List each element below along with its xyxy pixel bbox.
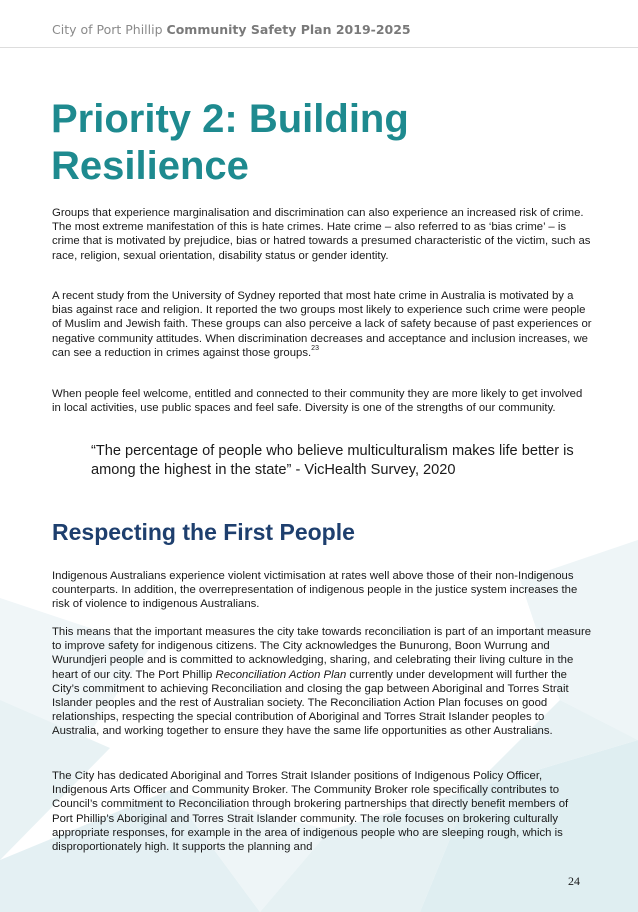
- page-number: 24: [568, 874, 580, 888]
- header-divider: [0, 47, 638, 48]
- page-title: Priority 2: Building Resilience: [51, 97, 409, 188]
- header-org: City of Port Phillip: [52, 22, 163, 37]
- header-doc-title: Community Safety Plan 2019-2025: [166, 22, 411, 37]
- paragraph-hate-crime: Groups that experience marginalisation and discrimination can also experience an increased risk of crime. The most extreme manifestation of this is hate crimes. Hate crime – also referred to as ‘bias crime’ – is crime that is motivated by prejudice, bias or hatred towards a presumed characteristic of the victim, such as race, religion, sexual orientation, disability status or gender identity.: [52, 207, 591, 262]
- paragraph-reconciliation-text: This means that the important measures the city take towards reconciliation is part of an important measure to improve safety for indigenous citizens. The City acknowledges the Bunurong, Boon Wurrung and Wurundjeri people and is committed to acknowledging, sharing, and celebrating their living culture in the heart of our city. The Port Phillip: [52, 626, 592, 681]
- paragraph-victimisation: Indigenous Australians experience violent victimisation at rates well above those of their non-Indigenous counterparts. In addition, the overrepresentation of indigenous people in the justice system increases the risk of violence to indigenous Australians.: [52, 570, 578, 611]
- paragraph-reconciliation: [52, 625, 592, 739]
- footnote-ref: 23: [311, 344, 319, 352]
- paragraph-welcome: When people feel welcome, entitled and connected to their community they are more likely to get involved in local activities, use public spaces and feel safe. Diversity is one of the strengths of our community.: [52, 388, 583, 415]
- paragraph-reconciliation-text-2: currently under development will further the City’s commitment to achieving Reconciliation and closing the gap between Aboriginal and Torres Strait Islander peoples and the rest of Australian society. The Reconciliation Action Plan focuses on good relationships, respecting the special contribution of Aboriginal and Torres Strait Islander peoples to Australia, and working together to ensure they have the same life opportunities as other Australians.: [52, 668, 569, 738]
- section-heading: Respecting the First People: [52, 519, 355, 545]
- running-header: [52, 22, 411, 37]
- paragraph-study-text: A recent study from the University of Sydney reported that most hate crime in Australia is motivated by a bias against race and religion. It reported the two groups most likely to experience such crime were people of Muslim and Jewish faith. These groups can also perceive a lack of safety because of past experiences or negative community attitudes. When discrimination decreases and acceptance and inclusion increases, we can see a reduction in crimes against those groups.: [52, 290, 592, 359]
- rap-title: Reconciliation Action Plan: [215, 668, 347, 681]
- pull-quote: “The percentage of people who believe multiculturalism makes life better is among the highest in the state” - VicHealth Survey, 2020: [91, 443, 574, 478]
- paragraph-study: [52, 289, 592, 360]
- paragraph-positions: The City has dedicated Aboriginal and Torres Strait Islander positions of Indigenous Policy Officer, Indigenous Arts Officer and Community Broker. The Community Broker role specifically contributes to Council’s commitment to Reconciliation through brokering partnerships that directly benefit members of Port Phillip’s Aboriginal and Torres Strait Islander community. The role focuses on brokering culturally appropriate responses, for example in the area of indigenous people who are sleeping rough, which is disproportionately high. It supports the planning and: [52, 770, 569, 854]
